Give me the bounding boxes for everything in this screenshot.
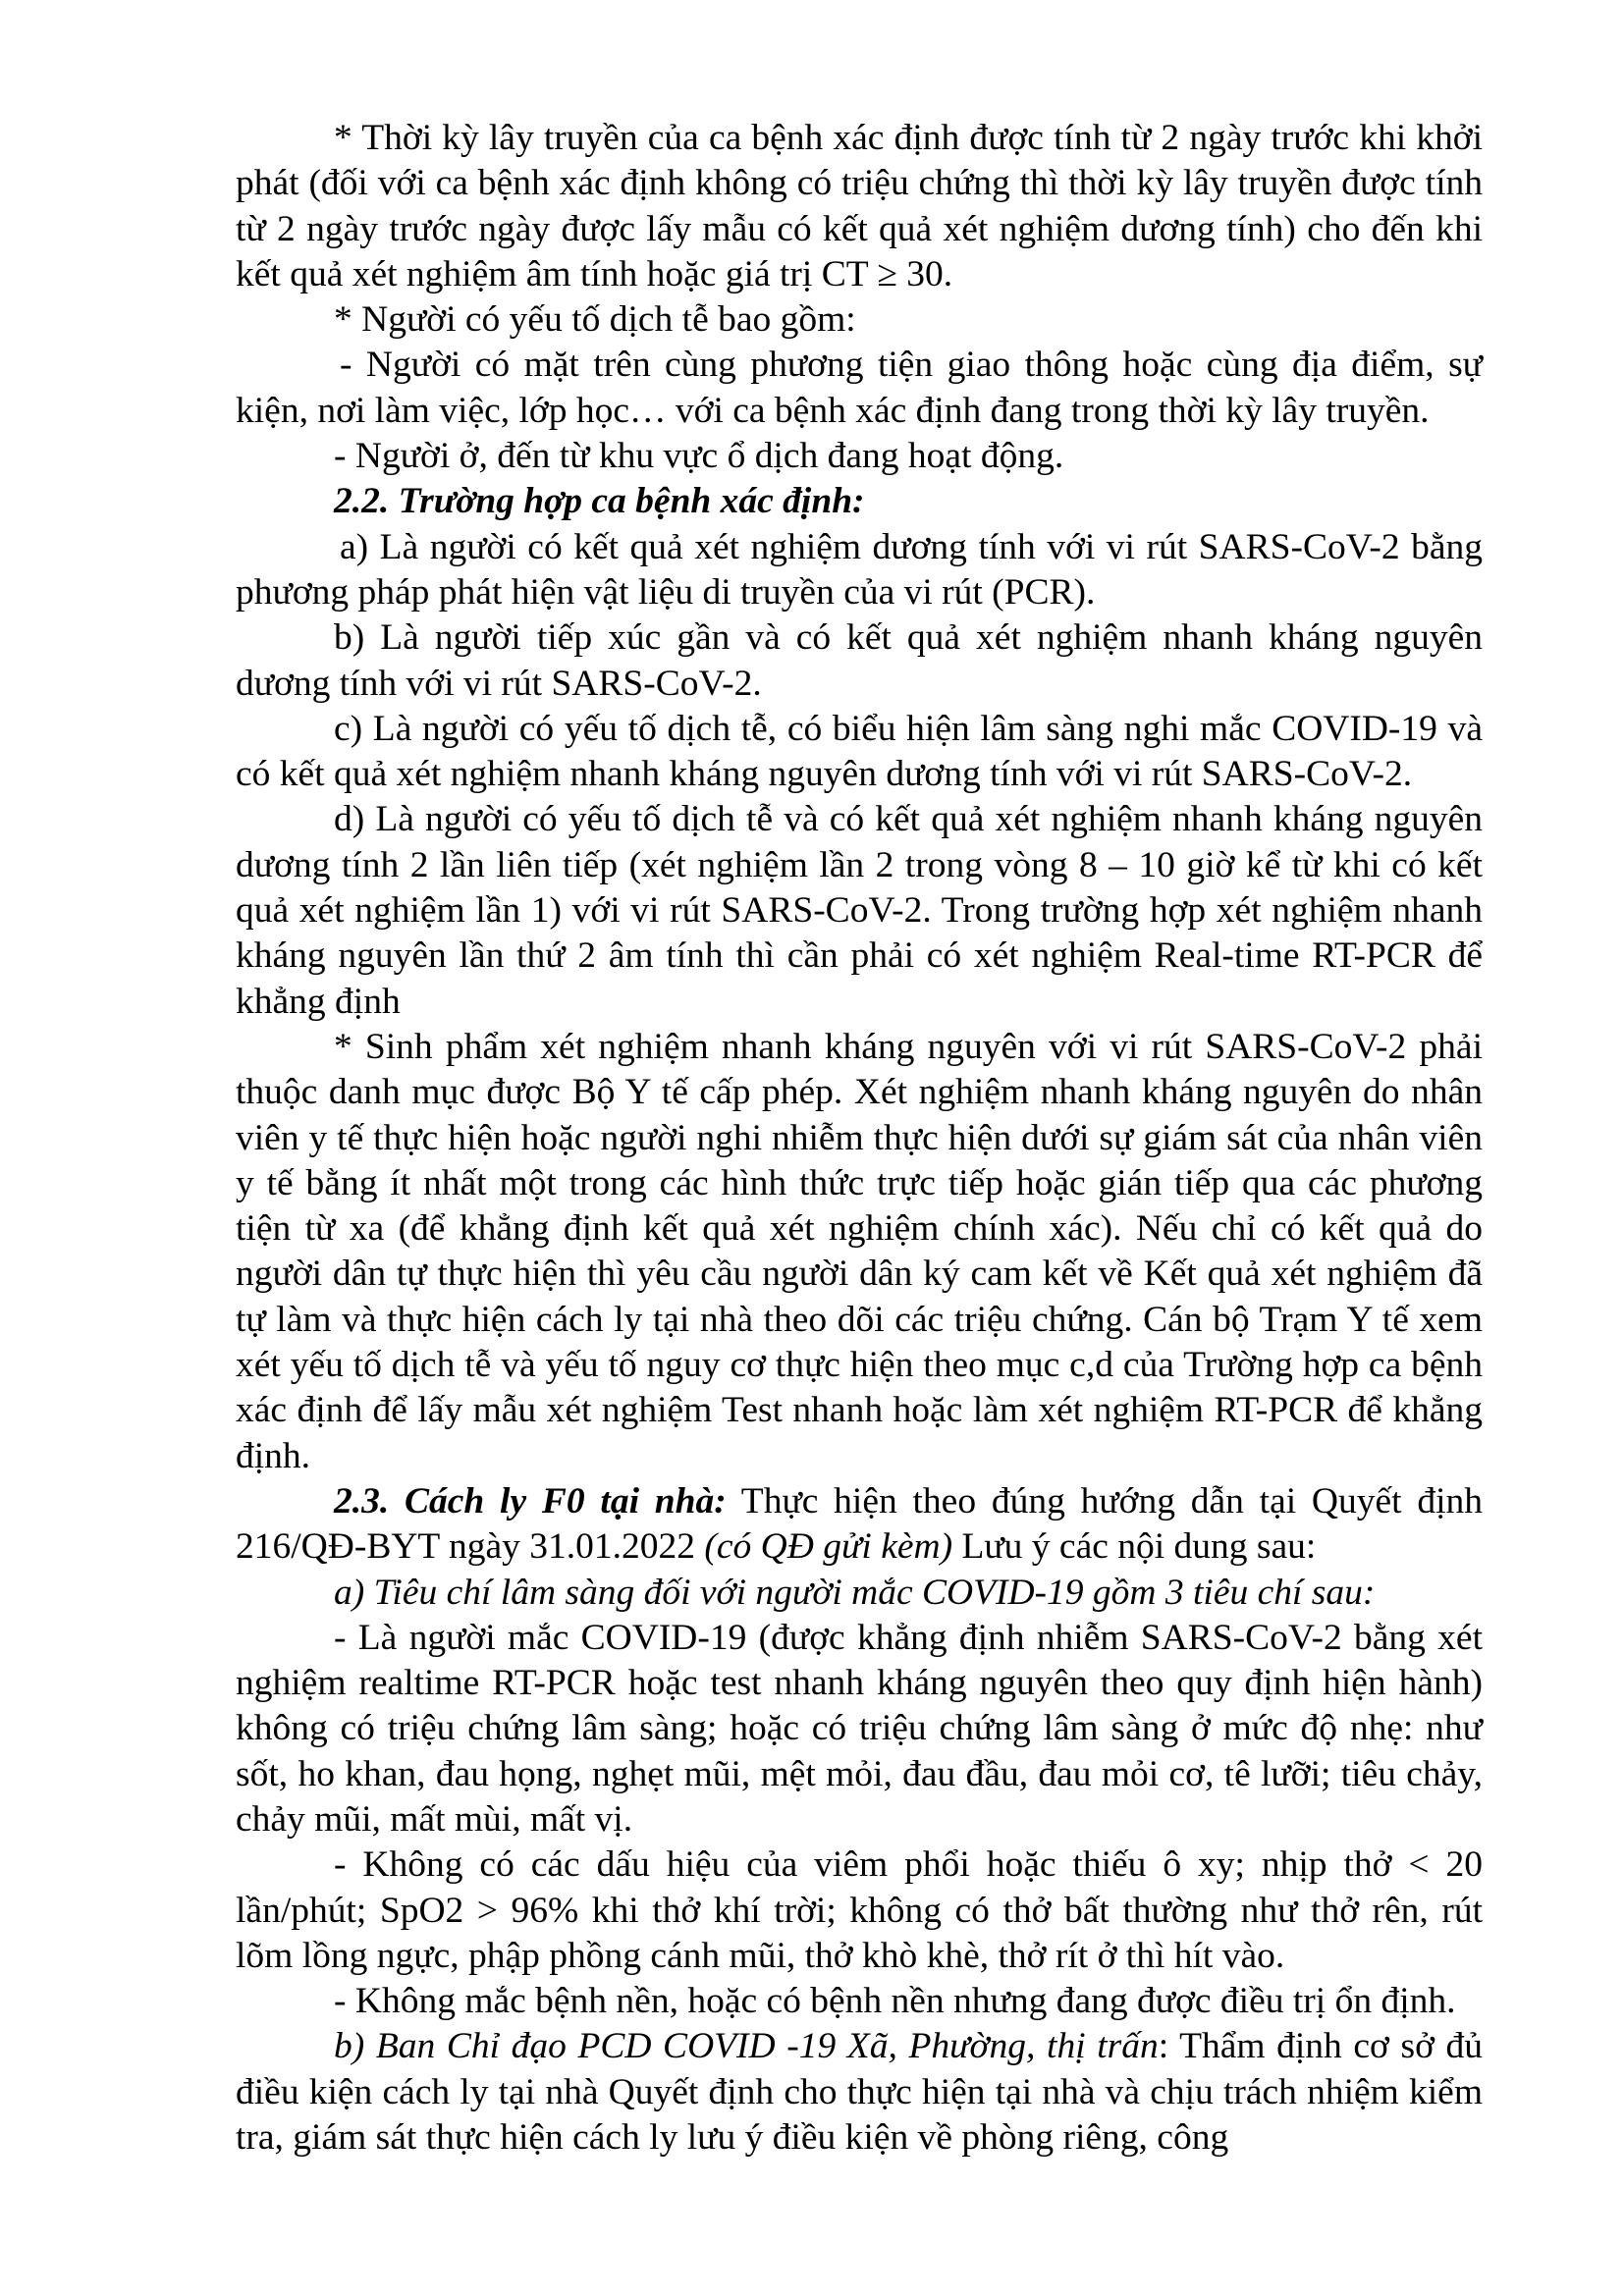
paragraph-test-kits: * Sinh phẩm xét nghiệm nhanh kháng nguyên với vi rút SARS-CoV-2 phải thuộc danh mục được Bộ Y tế cấp phép. Xét nghiệm nhanh kháng nguyên do nhân viên y tế thực hiện hoặc người nghi nhiễm thực hiện dưới sự giám sát của nhân viên y tế bằng ít nhất một trong các hình thức trực tiếp hoặc gián tiếp qua các phương tiện từ xa (để khẳng định kết quả xét nghiệm chính xác). Nếu chỉ có kết quả do người dân tự thực hiện thì yêu cầu người dân ký cam kết về Kết quả xét nghiệm đã tự làm và thực hiện cách ly tại nhà theo dõi các triệu chứng. Cán bộ Trạm Y tế xem xét yếu tố dịch tễ và yếu tố nguy cơ thực hiện theo mục c,d của Trường hợp ca bệnh xác định để lấy mẫu xét nghiệm Test nhanh hoặc làm xét nghiệm RT-PCR để khẳng định. [236, 1026, 1483, 1476]
paragraph-home-isolation [236, 1479, 1483, 1571]
heading-home-isolation: 2.3. Cách ly F0 tại nhà: [334, 1480, 727, 1522]
paragraph-criterion-2: - Không có các dấu hiệu của viêm phổi hoặc thiếu ô xy; nhịp thở < 20 lần/phút; SpO2 > 96% khi thở khí trời; không có thở bất thường như thở rên, rút lõm lồng ngực, phập phồng cánh mũi, thở khò khè, thở rít ở thì hít vào. [236, 1844, 1483, 1976]
heading-confirmed-case: 2.2. Trường hợp ca bệnh xác định: [334, 481, 865, 522]
paragraph-transmission-period: * Thời kỳ lây truyền của ca bệnh xác định được tính từ 2 ngày trước khi khởi phát (đối với ca bệnh xác định không có triệu chứng thì thời kỳ lây truyền được tính từ 2 ngày trước ngày được lấy mẫu có kết quả xét nghiệm dương tính) cho đến khi kết quả xét nghiệm âm tính hoặc giá trị CT ≥ 30. [236, 118, 1483, 294]
paragraph-outbreak-area: - Người ở, đến từ khu vực ổ dịch đang hoạt động. [334, 436, 1064, 477]
paragraph-item-b: b) Là người tiếp xúc gần và có kết quả xét nghiệm nhanh kháng nguyên dương tính với vi rút SARS-CoV-2. [236, 617, 1483, 704]
paragraph-criterion-1: - Là người mắc COVID-19 (được khẳng định nhiễm SARS-CoV-2 bằng xét nghiệm realtime RT-PCR hoặc test nhanh kháng nguyên theo quy định hiện hành) không có triệu chứng lâm sàng; hoặc có triệu chứng lâm sàng ở mức độ nhẹ: như sốt, ho khan, đau họng, nghẹt mũi, mệt mỏi, đau đầu, đau mỏi cơ, tê lưỡi; tiêu chảy, chảy mũi, mất mùi, mất vị. [236, 1617, 1483, 1840]
paragraph-item-d: d) Là người có yếu tố dịch tễ và có kết quả xét nghiệm nhanh kháng nguyên dương tính 2 lần liên tiếp (xét nghiệm lần 2 trong vòng 8 – 10 giờ kể từ khi có kết quả xét nghiệm lần 1) với vi rút SARS-CoV-2. Trong trường hợp xét nghiệm nhanh kháng nguyên lần thứ 2 âm tính thì cần phải có xét nghiệm Real-time RT-PCR để khẳng định [236, 799, 1483, 1022]
document-page [236, 116, 1483, 2161]
paragraph-criterion-3: - Không mắc bệnh nền, hoặc có bệnh nền nhưng đang được điều trị ổn định. [334, 1981, 1456, 2022]
steering-committee-label: b) Ban Chỉ đạo PCD COVID -19 Xã, Phường, thị trấn [334, 2026, 1159, 2067]
paragraph-epidemiological-factors: * Người có yếu tố dịch tễ bao gồm: [334, 299, 856, 341]
paragraph-item-a: a) Là người có kết quả xét nghiệm dương tính với vi rút SARS-CoV-2 bằng phương pháp phát hiện vật liệu di truyền của vi rút (PCR). [236, 526, 1483, 613]
home-isolation-text-c: Lưu ý các nội dung sau: [952, 1526, 1317, 1568]
paragraph-same-vehicle: - Người có mặt trên cùng phương tiện giao thông hoặc cùng địa điểm, sự kiện, nơi làm việc, lớp học… với ca bệnh xác định đang trong thời kỳ lây truyền. [236, 345, 1483, 431]
steering-committee-text: : Thẩm định cơ sở đủ điều kiện cách ly tại nhà Quyết định cho thực hiện tại nhà và chịu trách nhiệm kiểm tra, giám sát thực hiện cách ly lưu ý điều kiện về phòng riêng, công [236, 2026, 1483, 2159]
paragraph-clinical-criteria: a) Tiêu chí lâm sàng đối với người mắc COVID-19 gồm 3 tiêu chí sau: [334, 1572, 1376, 1613]
paragraph-item-c: c) Là người có yếu tố dịch tễ, có biểu hiện lâm sàng nghi mắc COVID-19 và có kết quả xét nghiệm nhanh kháng nguyên dương tính với vi rút SARS-CoV-2. [236, 708, 1483, 795]
paragraph-steering-committee [236, 2024, 1483, 2161]
home-isolation-text-a: Thực hiện theo đúng hướng dẫn tại Quyết định 216/QĐ-BYT ngày 31.01.2022 [236, 1480, 1484, 1568]
home-isolation-text-b: (có QĐ gửi kèm) [704, 1526, 953, 1568]
